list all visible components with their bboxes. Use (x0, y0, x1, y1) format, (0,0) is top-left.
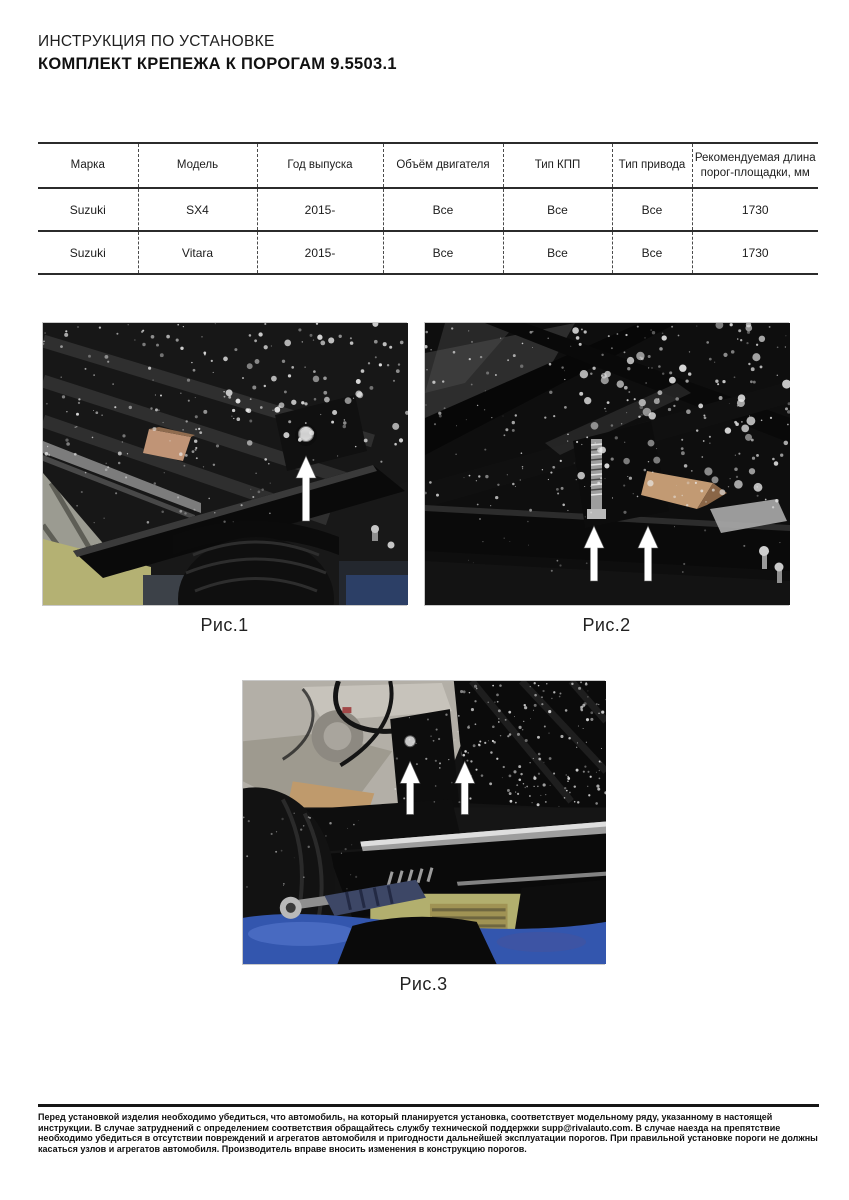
table-header-model: Модель (138, 143, 257, 188)
table-header-length: Рекомендуемая длина порог-площадки, мм (692, 143, 818, 188)
figure-3-photo (242, 680, 605, 965)
document-header (38, 30, 397, 76)
table-header-make: Марка (38, 143, 138, 188)
table-cell-gearbox: Все (503, 231, 612, 274)
table-cell-year: 2015- (257, 188, 383, 231)
table-cell-model: Vitara (138, 231, 257, 274)
table-cell-length: 1730 (692, 188, 818, 231)
table-row (38, 188, 818, 231)
table-cell-engine: Все (383, 231, 503, 274)
blue-floor-item (346, 575, 408, 605)
underbody-photo-stud-mount (425, 323, 790, 605)
table-cell-engine: Все (383, 188, 503, 231)
figure-1-caption: Рис.1 (200, 615, 249, 635)
table-cell-model: SX4 (138, 188, 257, 231)
figure-1 (42, 322, 407, 636)
figure-2-caption: Рис.2 (582, 615, 631, 635)
table-header-row (38, 143, 818, 188)
table-row (38, 231, 818, 274)
footer-disclaimer: Перед установкой изделия необходимо убедиться, что автомобиль, на который планируется установка, соответствует модельному ряду, указанному в настоящей инструкции. В случае затруднений с определением соответствия обращайтесь службу технической поддержки supp@rivalauto.com. В случае наезда на препятствие необходимо убедиться в отсутствии повреждений и агрегатов автомобиля и пригодности дальнейшей эксплуатации порогов. При правильной установке пороги не должны касаться узлов и агрегатов автомобиля. Производитель вправе вносить изменения в конструкцию порогов. (38, 1112, 818, 1154)
dark-bag (337, 917, 496, 964)
page-subtitle-kit-number: КОМПЛЕКТ КРЕПЕЖА К ПОРОГАМ 9.5503.1 (38, 55, 397, 73)
table-header-year: Год выпуска (257, 143, 383, 188)
compatibility-table (38, 142, 818, 275)
underbody-photo-front-mount (43, 323, 408, 605)
table-header-engine: Объём двигателя (383, 143, 503, 188)
table-cell-length: 1730 (692, 231, 818, 274)
page-title: ИНСТРУКЦИЯ ПО УСТАНОВКЕ (38, 33, 275, 50)
mount-bolt (405, 736, 416, 747)
table-cell-gearbox: Все (503, 188, 612, 231)
table-header-gearbox: Тип КПП (503, 143, 612, 188)
table-cell-drivetype: Все (612, 231, 692, 274)
table-cell-make: Suzuki (38, 231, 138, 274)
figure-3 (242, 680, 605, 995)
table-header-drivetype: Тип привода (612, 143, 692, 188)
underbody-photo-sill-step (243, 681, 606, 964)
figure-3-caption: Рис.3 (399, 974, 448, 994)
cable-clip (342, 707, 351, 713)
table-cell-make: Suzuki (38, 188, 138, 231)
footer-divider (38, 1104, 819, 1107)
table-cell-year: 2015- (257, 231, 383, 274)
figure-2-photo (424, 322, 789, 606)
figure-2 (424, 322, 789, 636)
figure-1-photo (42, 322, 407, 606)
table-cell-drivetype: Все (612, 188, 692, 231)
